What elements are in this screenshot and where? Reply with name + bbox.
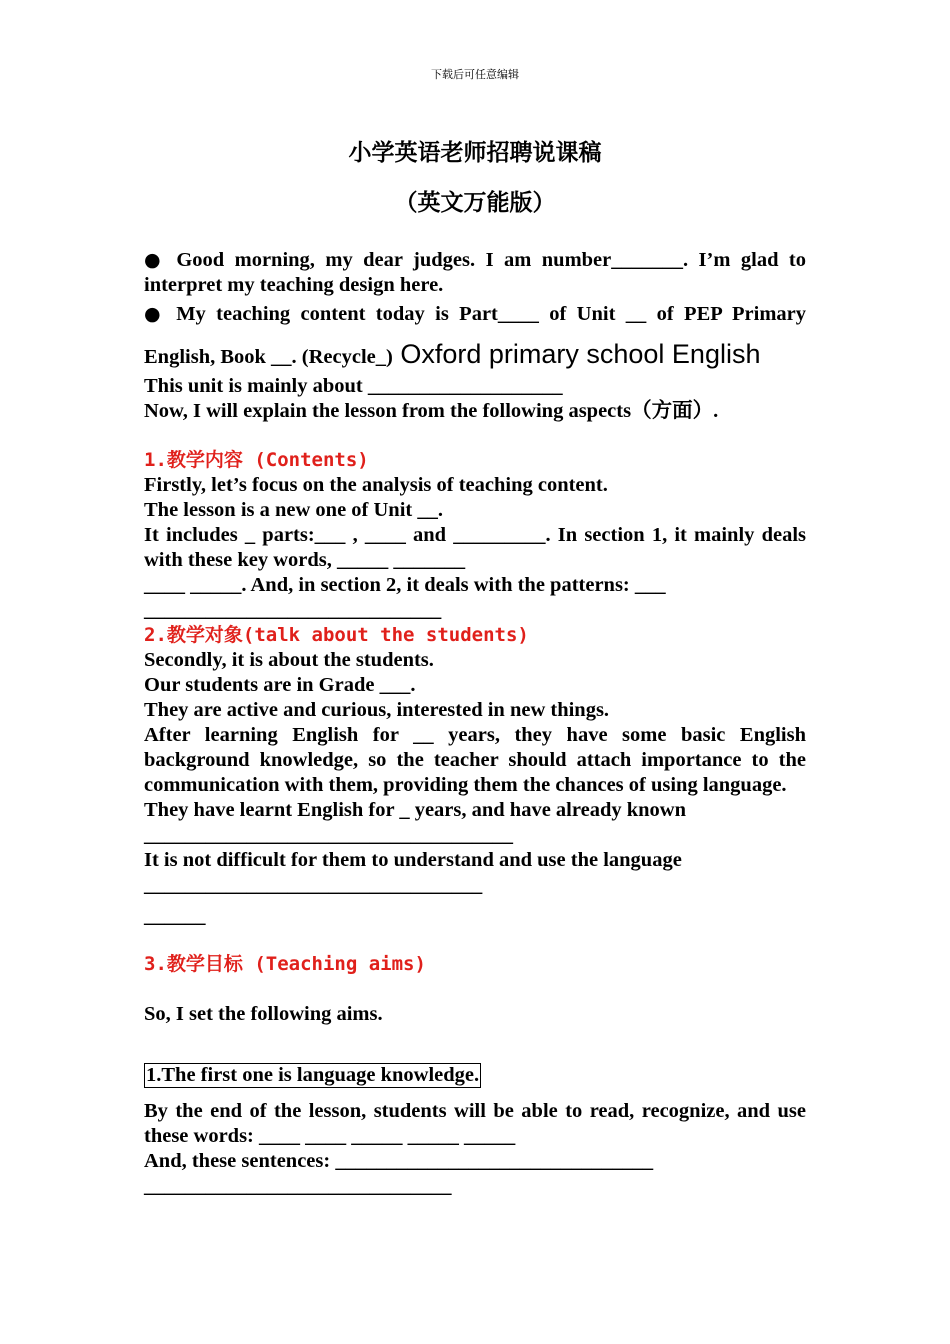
section2-line: ______ — [144, 905, 206, 927]
section3-line: ______________________________ — [144, 1175, 452, 1197]
section2-line: _________________________________ — [144, 874, 483, 896]
intro-unit-line: This unit is mainly about ___________________ — [144, 375, 563, 397]
section3-intro: So, I set the following aims. — [144, 1003, 383, 1025]
section3-boxed-paragraph — [144, 1063, 806, 1088]
section2-line: It is not difficult for them to understand and use the language — [144, 849, 682, 871]
page-header: 下载后可任意编辑 — [431, 68, 519, 81]
intro-paragraph-content: ● My teaching content today is Part____ of Unit __ of PEP Primary English, Book __. (Recycle_) Oxford primary school English — [144, 303, 806, 369]
section1-line: The lesson is a new one of Unit __. — [144, 499, 443, 521]
section1-line: It includes _ parts:___ , ____ and _________. In section 1, it mainly deals with these key words, _____ _______ — [144, 524, 806, 571]
bullet-icon: ● — [144, 249, 166, 271]
document-subtitle: （英文万能版） — [394, 190, 556, 216]
intro-aspects-line: Now, I will explain the lesson from the following aspects（方面）. — [144, 400, 719, 422]
intro-paragraph-greeting: ● Good morning, my dear judges. I am number_______. I’m glad to interpret my teaching design here. — [144, 249, 806, 296]
section2-line: After learning English for __ years, they have some basic English background knowledge, so the teacher should attach importance to the communication with them, providing them the chances of using language. — [144, 724, 806, 796]
section3-line: By the end of the lesson, students will be able to read, recognize, and use these words: ____ ____ _____ _____ _____ — [144, 1100, 806, 1147]
oxford-title: Oxford primary school English — [392, 339, 761, 369]
bullet-icon: ● — [144, 303, 166, 325]
section1-line: ____ _____. And, in section 2, it deals with the patterns: ___ — [144, 574, 666, 596]
language-knowledge-box: 1.The first one is language knowledge. — [146, 1064, 480, 1086]
section1-line: Firstly, let’s focus on the analysis of teaching content. — [144, 474, 608, 496]
section2-line: Secondly, it is about the students. — [144, 649, 434, 671]
section2-line: Our students are in Grade ___. — [144, 674, 416, 696]
section2-line: They are active and curious, interested in new things. — [144, 699, 610, 721]
section-heading-aims: 3.教学目标 (Teaching aims) — [144, 953, 426, 975]
document-body — [144, 248, 806, 1199]
section2-line: ____________________________________ — [144, 824, 513, 846]
section1-line: _____________________________ — [144, 599, 442, 621]
section3-line: And, these sentences: _______________________________ — [144, 1150, 654, 1172]
section-heading-contents: 1.教学内容 (Contents) — [144, 449, 369, 471]
document-title: 小学英语老师招聘说课稿 — [348, 140, 602, 166]
section2-line: They have learnt English for _ years, and have already known — [144, 799, 686, 821]
section-heading-students: 2.教学对象(talk about the students) — [144, 624, 529, 646]
